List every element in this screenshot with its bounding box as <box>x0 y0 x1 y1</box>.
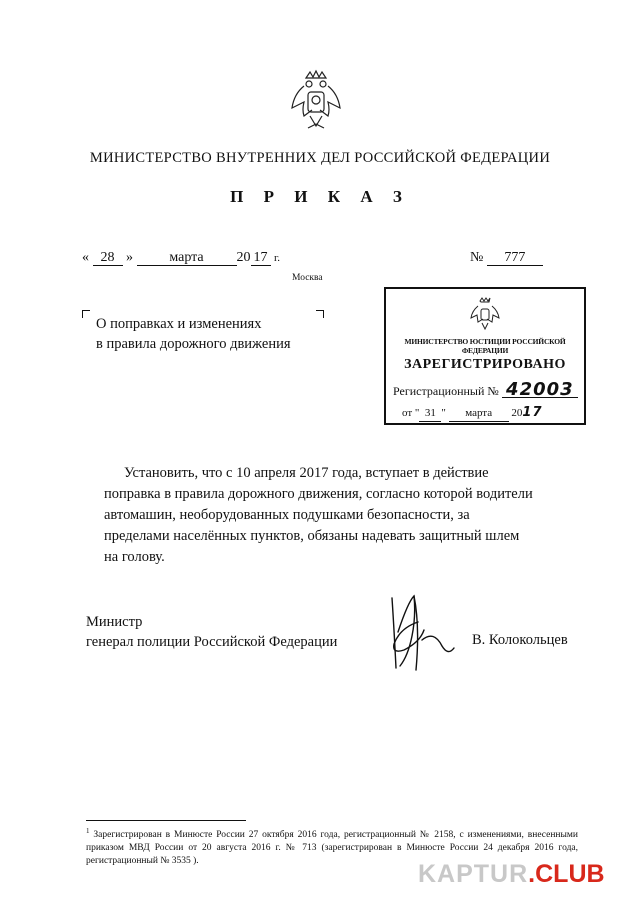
order-subject <box>96 314 291 354</box>
city-label: Москва <box>292 273 323 283</box>
order-body-paragraph: Установить, что с 10 апреля 2017 года, вступает в действие поправка в правила дорожного движения, согласно которой водители автомашин, необорудованных подушками безопасности, за пределами населённых пунктов, обязаны надевать защитный шлем на голову. <box>104 465 533 565</box>
signature-scribble <box>384 592 456 674</box>
date-close-quote: » <box>126 250 133 265</box>
signatory-name: В. Колокольцев <box>472 632 568 648</box>
stamp-date: от " 31 " марта 2017 <box>402 405 543 420</box>
stamp-year-prefix: 20 <box>511 407 523 419</box>
coat-of-arms-emblem <box>286 68 346 138</box>
number-value: 777 <box>487 250 543 266</box>
signatory-title <box>86 612 337 652</box>
document-type-heading: П Р И К А З <box>230 187 410 206</box>
date-year-suffix: 17 <box>251 250 271 266</box>
footnote-mark: 1 <box>86 827 90 835</box>
subject-corner-left <box>82 310 90 318</box>
signatory-title-line-1: Министр <box>86 614 143 630</box>
order-number <box>470 250 543 266</box>
order-date <box>82 250 280 266</box>
date-year-label: г. <box>274 252 281 264</box>
date-year-prefix: 20 <box>236 250 251 265</box>
stamp-year-suffix: 17 <box>522 405 543 420</box>
stamp-reg-number: 42003 <box>502 382 578 398</box>
number-label: № <box>470 250 484 265</box>
footnote-text: Зарегистрирован в Минюсте России 27 октября 2016 года, регистрационный № 2158, с изменениями, внесенными приказом МВД России от 20 августа 2016 г. № 713 (зарегистрирован в Минюсте России 24 декабря 2016 года, регистрационный № 3535 ). <box>86 830 578 867</box>
signatory-title-line-2: генерал полиции Российской Федерации <box>86 634 338 650</box>
stamp-month: марта <box>449 406 509 422</box>
subject-line-1: О поправках и изменениях <box>96 316 262 332</box>
stamp-from-label: от <box>402 407 413 419</box>
stamp-registration-number <box>393 379 578 400</box>
stamp-reg-label: Регистрационный № <box>393 384 499 398</box>
stamp-registered: ЗАРЕГИСТРИРОВАНО <box>404 357 566 372</box>
date-day: 28 <box>93 250 123 266</box>
date-month: марта <box>137 250 237 266</box>
registration-stamp <box>384 287 586 425</box>
footnote-divider <box>86 820 246 821</box>
stamp-coat-of-arms-emblem <box>469 296 501 332</box>
stamp-ministry: МИНИСТЕРСТВО ЮСТИЦИИ РОССИЙСКОЙ ФЕДЕРАЦИИ <box>404 337 566 355</box>
watermark-part-2: .CLUB <box>528 860 605 888</box>
watermark-logo <box>418 860 605 889</box>
subject-corner-right <box>316 310 324 318</box>
date-open-quote: « <box>82 250 89 265</box>
subject-line-2: в правила дорожного движения <box>96 336 291 352</box>
watermark-part-1: KAPTUR <box>418 860 529 888</box>
ministry-heading: МИНИСТЕРСТВО ВНУТРЕННИХ ДЕЛ РОССИЙСКОЙ ФЕДЕРАЦИИ <box>89 150 551 166</box>
stamp-day: 31 <box>419 406 441 422</box>
